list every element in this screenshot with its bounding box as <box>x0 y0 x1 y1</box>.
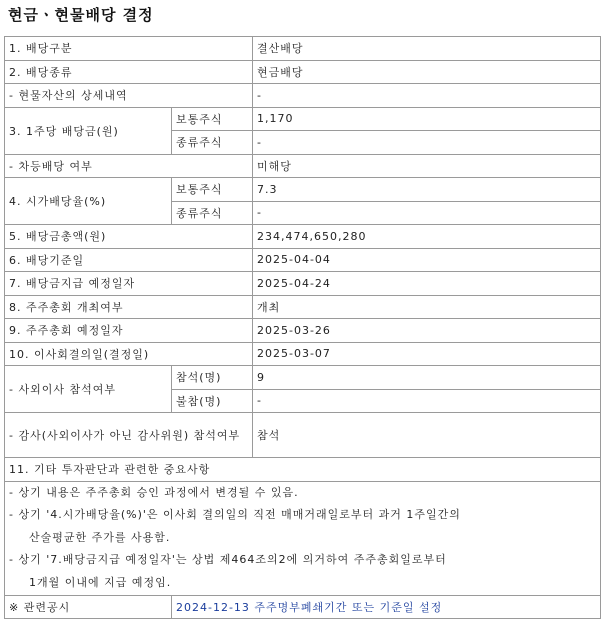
row-auditor-attendance <box>5 413 601 458</box>
sublabel-present: 참석(명) <box>172 366 253 390</box>
notes-cell <box>5 481 601 595</box>
value-dividend-kind: 현금배당 <box>253 60 601 84</box>
value-present: 9 <box>253 366 601 390</box>
sublabel-dps-common: 보통주식 <box>172 107 253 131</box>
row-record-date <box>5 248 601 272</box>
sublabel-dps-preferred: 종류주식 <box>172 131 253 155</box>
row-other-matters <box>5 458 601 482</box>
value-agm-held: 개최 <box>253 295 601 319</box>
sublabel-yield-common: 보통주식 <box>172 178 253 202</box>
note-2b: 산술평균한 주가를 사용함. <box>29 530 171 544</box>
label-total-dividend: 5. 배당금총액(원) <box>5 225 253 249</box>
note-1: - 상기 내용은 주주총회 승인 과정에서 변경될 수 있음. <box>9 485 299 499</box>
row-dividend-type <box>5 37 601 61</box>
value-dps-preferred: - <box>253 131 601 155</box>
label-outside-directors: - 사외이사 참석여부 <box>5 366 172 413</box>
label-record-date: 6. 배당기준일 <box>5 248 253 272</box>
label-differential-dividend: - 차등배당 여부 <box>5 154 253 178</box>
disclosure-table <box>4 36 601 619</box>
row-agm-held <box>5 295 601 319</box>
label-other-matters: 11. 기타 투자판단과 관련한 중요사항 <box>5 458 601 482</box>
value-auditor-attendance: 참석 <box>253 413 601 458</box>
value-in-kind-detail: - <box>253 84 601 108</box>
related-disclosure-link[interactable]: 2024-12-13 주주명부폐쇄기간 또는 기준일 설정 <box>176 600 443 614</box>
row-differential-dividend <box>5 154 601 178</box>
row-agm-date <box>5 319 601 343</box>
note-2a: - 상기 '4.시가배당율(%)'은 이사회 결의일의 직전 매매거래일로부터 과거 1주일간의 <box>9 508 461 522</box>
label-related-disclosure: ※ 관련공시 <box>5 595 172 619</box>
label-agm-date: 9. 주주총회 예정일자 <box>5 319 253 343</box>
value-total-dividend: 234,474,650,280 <box>253 225 601 249</box>
label-dividend-per-share: 3. 1주당 배당금(원) <box>5 107 172 154</box>
label-dividend-kind: 2. 배당종류 <box>5 60 253 84</box>
row-notes <box>5 481 601 595</box>
row-outside-directors-present <box>5 366 601 390</box>
note-3a: - 상기 '7.배당금지급 예정일자'는 상법 제464조의2에 의거하여 주주총회일로부터 <box>9 553 447 567</box>
row-total-dividend <box>5 225 601 249</box>
row-related-disclosure <box>5 595 601 619</box>
row-yield-common <box>5 178 601 202</box>
row-dps-common <box>5 107 601 131</box>
label-agm-held: 8. 주주총회 개최여부 <box>5 295 253 319</box>
label-dividend-type: 1. 배당구분 <box>5 37 253 61</box>
sublabel-absent: 불참(명) <box>172 389 253 413</box>
related-disclosure-cell <box>172 595 601 619</box>
value-yield-common: 7.3 <box>253 178 601 202</box>
row-in-kind-detail <box>5 84 601 108</box>
label-payment-date: 7. 배당금지급 예정일자 <box>5 272 253 296</box>
label-dividend-yield: 4. 시가배당율(%) <box>5 178 172 225</box>
note-3b: 1개월 이내에 지급 예정임. <box>29 575 172 589</box>
row-dividend-kind <box>5 60 601 84</box>
value-record-date: 2025-04-04 <box>253 248 601 272</box>
value-payment-date: 2025-04-24 <box>253 272 601 296</box>
label-in-kind-detail: - 현물자산의 상세내역 <box>5 84 253 108</box>
value-dividend-type: 결산배당 <box>253 37 601 61</box>
value-yield-preferred: - <box>253 201 601 225</box>
label-auditor-attendance: - 감사(사외이사가 아닌 감사위원) 참석여부 <box>5 413 253 458</box>
sublabel-yield-preferred: 종류주식 <box>172 201 253 225</box>
row-payment-date <box>5 272 601 296</box>
value-agm-date: 2025-03-26 <box>253 319 601 343</box>
row-board-date <box>5 342 601 366</box>
label-board-date: 10. 이사회결의일(결정일) <box>5 342 253 366</box>
value-differential-dividend: 미해당 <box>253 154 601 178</box>
value-absent: - <box>253 389 601 413</box>
value-board-date: 2025-03-07 <box>253 342 601 366</box>
value-dps-common: 1,170 <box>253 107 601 131</box>
page-title: 현금ㆍ현물배당 결정 <box>8 6 154 24</box>
